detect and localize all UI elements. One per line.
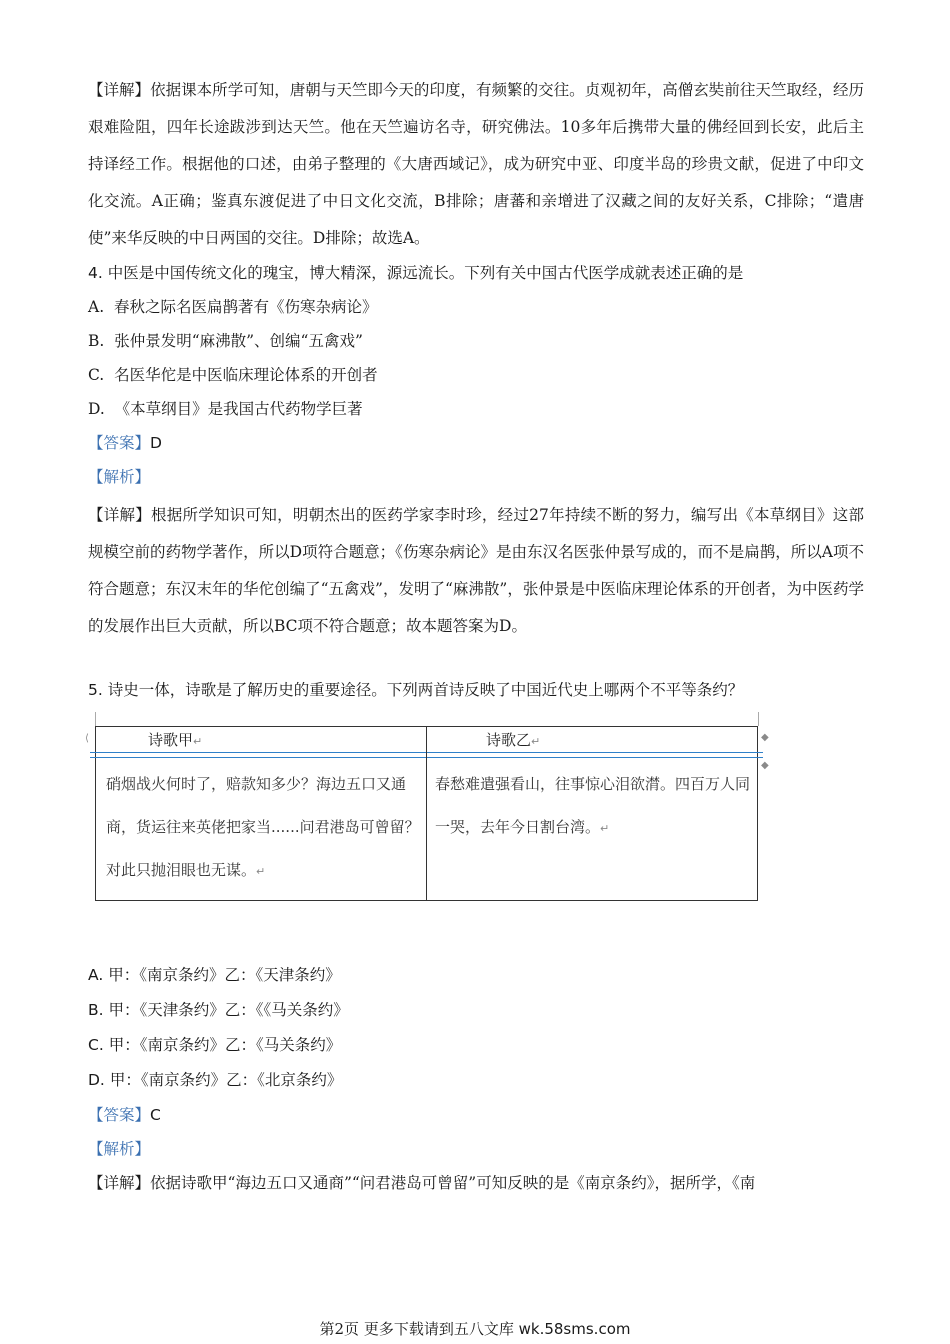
q5-answer bbox=[88, 1098, 864, 1132]
q4-option-c bbox=[88, 358, 864, 392]
answer-value: D bbox=[150, 434, 162, 452]
q4-number: 4. bbox=[88, 264, 103, 282]
footer-text: 更多下载请到五八文库 bbox=[363, 1320, 514, 1338]
option-text: 甲：《南京条约》乙：《马关条约》 bbox=[108, 1036, 342, 1054]
option-text: 春秋之际名医扁鹊著有《伤寒杂病论》 bbox=[113, 298, 378, 316]
detail-label: 【详解】 bbox=[88, 506, 152, 524]
option-letter: A. bbox=[88, 298, 105, 316]
q3-detail bbox=[88, 72, 864, 257]
poem-a-text bbox=[106, 763, 420, 893]
detail-text: 依据课本所学可知，唐朝与天竺即今天的印度，有频繁的交往。贞观初年，高僧玄奘前往天竺取经，经历艰难险阻，四年长途跋涉到达天竺。他在天竺遍访名寺，研究佛法。10多年后携带大量的佛经回到长安，此后主持译经工作。根据他的口述，由弟子整理的《大唐西域记》，成为研究中亚、印度半岛的珍贵文献，促进了中印文化交流。A正确；鉴真东渡促进了中日文化交流，B排除；唐蕃和亲增进了汉藏之间的友好关系，C排除；“遣唐使”来华反映的中日两国的交往。D排除；故选A。 bbox=[88, 81, 864, 247]
poem-a-header-text: 诗歌甲 bbox=[148, 731, 194, 749]
page-footer bbox=[0, 1318, 950, 1339]
question-4 bbox=[88, 256, 864, 645]
analysis-label: 【解析】 bbox=[88, 468, 151, 486]
q5-number: 5. bbox=[88, 681, 103, 699]
q4-option-b bbox=[88, 324, 864, 358]
option-letter: D. bbox=[88, 400, 105, 418]
q5-option-a bbox=[88, 958, 864, 993]
question-5 bbox=[88, 673, 864, 707]
option-letter: D. bbox=[88, 1071, 105, 1089]
detail-label: 【详解】 bbox=[88, 81, 151, 99]
row-end-marker-icon: ◆ bbox=[761, 732, 769, 743]
option-text: 《本草纲目》是我国古代药物学巨著 bbox=[114, 400, 363, 418]
q3-detail-paragraph bbox=[88, 72, 864, 257]
q5-detail-paragraph bbox=[88, 1165, 864, 1202]
return-mark: ↵ bbox=[256, 865, 266, 878]
return-mark: ↵ bbox=[600, 822, 610, 835]
q4-answer bbox=[88, 426, 864, 460]
option-letter: C. bbox=[88, 366, 105, 384]
q5-stem bbox=[88, 673, 864, 707]
q4-stem-text: 中医是中国传统文化的瑰宝，博大精深，源远流长。下列有关中国古代医学成就表述正确的是 bbox=[107, 264, 744, 282]
option-letter: C. bbox=[88, 1036, 104, 1054]
q5-stem-text: 诗史一体，诗歌是了解历史的重要途径。下列两首诗反映了中国近代史上哪两个不平等条约？ bbox=[107, 681, 744, 699]
option-text: 甲：《天津条约》乙：《《马关条约》 bbox=[108, 1001, 349, 1019]
q5-analysis bbox=[88, 1132, 864, 1166]
poem-a-body: 硝烟战火何时了，赔款知多少？海边五口又通商，货运往来英佬把家当......问君港岛可曾留？对此只抛泪眼也无谋。 bbox=[106, 775, 420, 879]
poem-a-header bbox=[148, 729, 202, 750]
row-end-marker-icon: ◆ bbox=[761, 760, 769, 771]
answer-label: 【答案】 bbox=[88, 1106, 151, 1124]
table-edge-tick bbox=[758, 712, 759, 726]
poem-b-text bbox=[435, 763, 753, 850]
q4-option-d bbox=[88, 392, 864, 426]
footer-url: wk.58sms.com bbox=[518, 1320, 631, 1338]
analysis-label: 【解析】 bbox=[88, 1140, 151, 1158]
q4-option-a bbox=[88, 290, 864, 324]
return-mark: ↵ bbox=[531, 735, 541, 748]
q4-analysis bbox=[88, 460, 864, 494]
question-5-options bbox=[88, 958, 864, 1202]
option-text: 张仲景发明“麻沸散”、创编“五禽戏” bbox=[114, 332, 363, 350]
q5-option-b bbox=[88, 993, 864, 1028]
detail-text: 依据诗歌甲“海边五口又通商”“问君港岛可曾留”可知反映的是《南京条约》，据所学，《南 bbox=[150, 1174, 756, 1192]
option-text: 名医华佗是中医临床理论体系的开创者 bbox=[114, 366, 378, 384]
column-divider bbox=[426, 727, 427, 900]
poem-b-header bbox=[486, 729, 540, 750]
return-mark: ↵ bbox=[193, 735, 203, 748]
option-letter: A. bbox=[88, 966, 104, 984]
option-letter: B. bbox=[88, 332, 105, 350]
poem-b-body: 春愁难遣强看山，往事惊心泪欲潸。四百万人同一哭，去年今日割台湾。 bbox=[435, 775, 751, 836]
poem-table bbox=[95, 726, 758, 901]
detail-label: 【详解】 bbox=[88, 1174, 151, 1192]
table-move-handle-icon: ⟨ bbox=[85, 733, 89, 744]
option-text: 甲：《南京条约》乙：《北京条约》 bbox=[109, 1071, 343, 1089]
q5-option-c bbox=[88, 1028, 864, 1063]
answer-value: C bbox=[150, 1106, 161, 1124]
q4-detail-paragraph bbox=[88, 497, 864, 645]
page-number: 第2页 bbox=[319, 1320, 360, 1338]
q4-stem bbox=[88, 256, 864, 290]
answer-label: 【答案】 bbox=[88, 434, 151, 452]
option-text: 甲：《南京条约》乙：《天津条约》 bbox=[108, 966, 341, 984]
poem-b-header-text: 诗歌乙 bbox=[486, 731, 532, 749]
q5-option-d bbox=[88, 1063, 864, 1098]
table-edge-tick bbox=[95, 712, 96, 726]
option-letter: B. bbox=[88, 1001, 104, 1019]
detail-text: 根据所学知识可知，明朝杰出的医药学家李时珍，经过27年持续不断的努力，编写出《本草纲目》这部规模空前的药物学著作，所以D项符合题意；《伤寒杂病论》是由东汉名医张仲景写成的，而不是扁鹊，所以A项不符合题意；东汉末年的华佗创编了“五禽戏”，发明了“麻沸散”，张仲景是中医临床理论体系的开创者，为中医药学的发展作出巨大贡献，所以BC项不符合题意；故本题答案为D。 bbox=[88, 506, 864, 635]
